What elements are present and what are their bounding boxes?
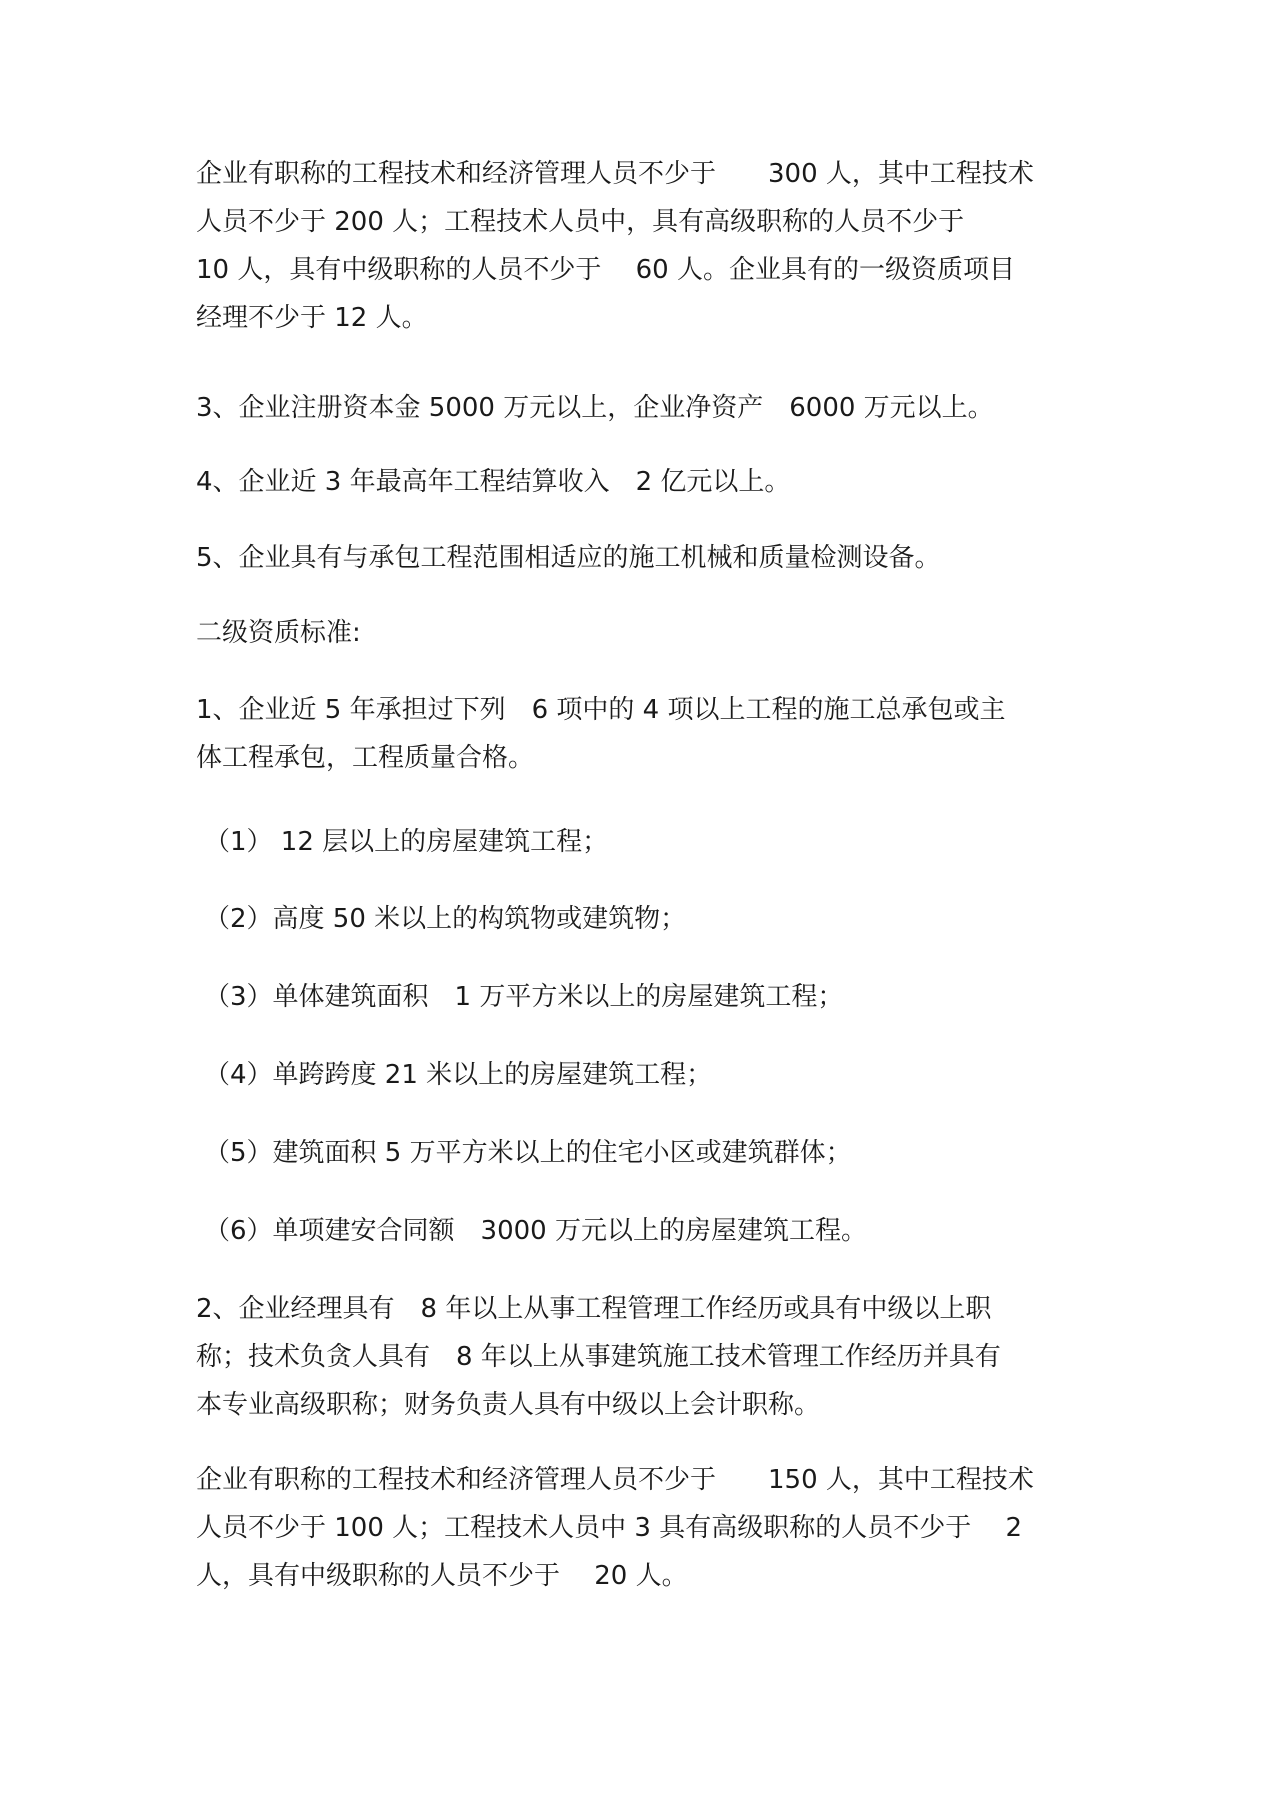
text-line: 体工程承包，工程质量合格。 bbox=[196, 743, 535, 773]
text-line: 企业有职称的工程技术和经济管理人员不少于 150 人，其中工程技术 bbox=[196, 1465, 1034, 1495]
paragraph-projects bbox=[196, 686, 1096, 782]
paragraph-staff-level2 bbox=[196, 1456, 1096, 1600]
text-line: 本专业高级职称；财务负责人具有中级以上会计职称。 bbox=[196, 1390, 821, 1420]
text-line: 5、企业具有与承包工程范围相适应的施工机械和质量检测设备。 bbox=[196, 543, 941, 573]
text-line: 10 人，具有中级职称的人员不少于 60 人。企业具有的一级资质项目 bbox=[196, 255, 1015, 285]
text-line: 2、企业经理具有 8 年以上从事工程管理工作经历或具有中级以上职 bbox=[196, 1294, 992, 1324]
text-line: 3、企业注册资本金 5000 万元以上，企业净资产 6000 万元以上。 bbox=[196, 393, 994, 423]
text-line: 1、企业近 5 年承担过下列 6 项中的 4 项以上工程的施工总承包或主 bbox=[196, 695, 1006, 725]
list-item bbox=[204, 895, 1104, 943]
list-item bbox=[204, 1207, 1104, 1255]
paragraph-capital bbox=[196, 384, 1096, 432]
paragraph-income bbox=[196, 458, 1096, 506]
list-item bbox=[204, 1051, 1104, 1099]
text-line: （3）单体建筑面积 1 万平方米以上的房屋建筑工程； bbox=[204, 982, 844, 1012]
paragraph-staff-level1 bbox=[196, 150, 1096, 342]
text-line: （6）单项建安合同额 3000 万元以上的房屋建筑工程。 bbox=[204, 1216, 867, 1246]
text-line: 二级资质标准: bbox=[196, 618, 361, 648]
list-item bbox=[204, 1129, 1104, 1177]
list-item bbox=[204, 818, 1104, 866]
text-line: 称；技术负贪人具有 8 年以上从事建筑施工技术管理工作经历并具有 bbox=[196, 1342, 1001, 1372]
text-line: （5）建筑面积 5 万平方米以上的住宅小区或建筑群体； bbox=[204, 1138, 852, 1168]
paragraph-equipment bbox=[196, 534, 1096, 582]
text-line: 人员不少于 200 人；工程技术人员中，具有高级职称的人员不少于 bbox=[196, 207, 965, 237]
text-line: （1） 12 层以上的房屋建筑工程； bbox=[204, 827, 609, 857]
text-line: （2）高度 50 米以上的构筑物或建筑物； bbox=[204, 904, 687, 934]
text-line: 4、企业近 3 年最高年工程结算收入 2 亿元以上。 bbox=[196, 467, 791, 497]
paragraph-managers bbox=[196, 1285, 1096, 1429]
section-heading-level2 bbox=[196, 609, 1096, 657]
text-line: 企业有职称的工程技术和经济管理人员不少于 300 人，其中工程技术 bbox=[196, 159, 1034, 189]
text-line: 经理不少于 12 人。 bbox=[196, 303, 428, 333]
text-line: 人员不少于 100 人；工程技术人员中 3 具有高级职称的人员不少于 2 bbox=[196, 1513, 1023, 1543]
list-item bbox=[204, 973, 1104, 1021]
text-line: （4）单跨跨度 21 米以上的房屋建筑工程； bbox=[204, 1060, 713, 1090]
text-line: 人，具有中级职称的人员不少于 20 人。 bbox=[196, 1561, 688, 1591]
